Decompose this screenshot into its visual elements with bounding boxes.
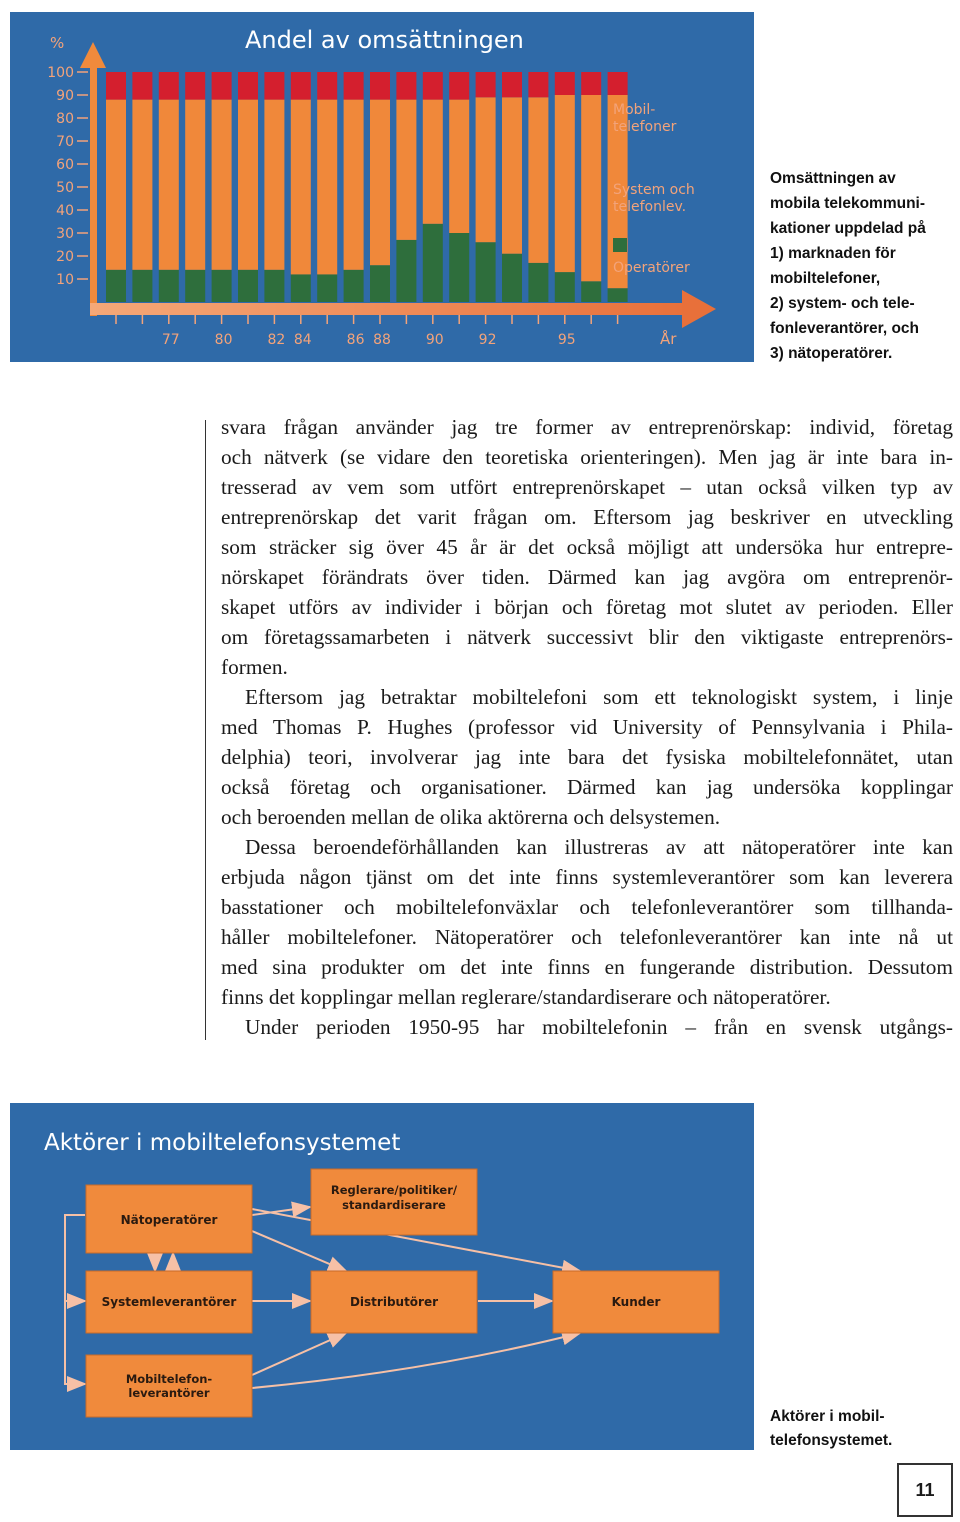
bar-segment-mobile-phones [555,72,575,95]
box-system-suppliers [86,1271,252,1333]
legend-label: telefoner [613,119,677,135]
body-line: svara frågan använder jag tre former av entreprenörskap: individ, företag [221,415,953,439]
legend-swatch [613,238,627,252]
bar-segment-systems [159,100,179,270]
bar-segment-mobile-phones [185,72,205,100]
bar-segment-systems [238,100,258,270]
chart-caption-line: mobiltelefoner, [770,270,881,287]
bar-segment-systems [291,100,311,275]
box-phone-suppliers-label-1: Mobiltelefon- [125,1372,213,1386]
box-customers-label: Kunder [611,1295,661,1309]
body-line: tresserad av vem som utfört entreprenörskapet – utan också vilken typ av [221,475,953,499]
y-axis-arrowhead [80,42,106,68]
bar-segment-operators [581,281,601,302]
diagram-caption-line: telefonsystemet. [770,1432,893,1449]
bar-segment-mobile-phones [238,72,258,100]
box-system-suppliers-label: Systemleverantörer [101,1295,237,1309]
box-distributors [311,1271,477,1333]
bar-segment-systems [581,95,601,281]
box-regulators-label-1: Reglerare/politiker/ [330,1183,458,1197]
chart-caption [770,166,955,366]
y-axis-label: % [50,34,65,52]
body-line: och beroenden mellan de olika aktörerna och delsystemen. [221,805,721,829]
y-axis-line [90,64,97,316]
bar-segment-systems [476,97,496,242]
bar-segment-systems [344,100,364,270]
bar-segment-operators [396,240,416,302]
turnover-chart-panel [10,12,754,362]
body-line: med Thomas P. Hughes (professor vid University of Pennsylvania i Phila- [221,715,953,739]
bar-segment-operators [159,270,179,302]
bar-segment-mobile-phones [502,72,522,97]
actors-diagram [10,1103,754,1450]
legend-swatch [613,80,627,94]
body-line: finns det kopplingar mellan reglerare/standardiserare och nätoperatörer. [221,985,831,1009]
bar-segment-operators [344,270,364,302]
bar-segment-mobile-phones [264,72,284,100]
x-tick-label: 88 [373,332,391,348]
bar-segment-operators [238,270,258,302]
legend-label: System och [613,182,695,198]
y-tick-label: 80 [56,111,74,127]
box-phone-suppliers-label-2: leverantörer [128,1386,210,1400]
box-regulators-label-2: standardiserare [342,1198,446,1212]
y-tick-label: 20 [56,249,74,265]
bar-segment-systems [370,100,390,266]
bar-segment-mobile-phones [291,72,311,100]
bar-segment-mobile-phones [317,72,337,100]
bar-segment-systems [396,100,416,240]
body-line: basstationer och mobiltelefonväxlar och telefonleverantörer som tillhanda- [221,895,953,919]
x-tick-label: 95 [557,332,576,348]
bar-segment-mobile-phones [476,72,496,97]
y-tick-label: 70 [56,134,74,150]
chart-caption-line: Omsättningen av [770,170,896,187]
y-tick-label: 10 [56,272,74,288]
diagram-caption [770,1405,955,1453]
y-tick-label: 60 [56,157,74,173]
bar-segment-operators [370,265,390,302]
box-phone-suppliers [86,1355,252,1417]
y-tick-label: 40 [56,203,74,219]
x-axis-label: År [660,330,677,348]
legend-label: Mobil- [613,102,656,118]
connector-operators-distributors [252,1231,346,1271]
bar-segment-operators [317,274,337,302]
connector-operators-left [65,1215,85,1384]
bar-segment-operators [528,263,548,302]
bar-segment-systems [528,97,548,263]
box-customers [553,1271,719,1333]
body-line: Dessa beroendeförhållanden kan illustreras av att nätoperatörer inte kan [245,835,953,859]
y-tick-label: 90 [56,88,74,104]
chart-caption-line: 2) system- och tele- [770,295,915,312]
legend-label: telefonlev. [613,199,687,215]
bar-segment-mobile-phones [396,72,416,100]
chart-caption-line: kationer uppdelad på [770,220,926,237]
bar-segment-systems [423,100,443,224]
bar-segment-systems [185,100,205,270]
body-line: Under perioden 1950-95 har mobiltelefonin – från en svensk utgångs- [245,1015,953,1039]
page-number: 11 [897,1463,953,1517]
chart-caption-line: 3) nätoperatörer. [770,345,893,362]
chart-caption-line: mobila telekommuni- [770,195,926,212]
body-line: som sträcker sig över 45 år är det också möjligt att undersöka hur entrepre- [221,535,953,559]
bar-segment-mobile-phones [423,72,443,100]
bar-segment-operators [291,274,311,302]
body-line: håller mobiltelefoner. Nätoperatörer och telefonleverantörer kan inte nå ut [221,925,953,949]
body-line: om företagssamarbeten i nätverk successivt blir den viktigaste entreprenörs- [221,625,953,649]
x-tick-label: 77 [161,332,180,348]
diagram-caption-line: Aktörer i mobil- [770,1408,885,1425]
bar-segment-operators [502,254,522,302]
bar-segment-operators [185,270,205,302]
box-operators-label: Nätoperatörer [120,1213,218,1227]
connector-phones-distributors [252,1333,346,1375]
body-line: också företag och organisationer. Därmed kan jag undersöka kopplingar [221,775,953,799]
body-line: entreprenörskap det varit frågan om. Eftersom jag beskriver en utveckling [221,505,953,529]
x-axis-arrowhead [682,290,716,328]
bar-segment-mobile-phones [106,72,126,100]
body-line: Eftersom jag betraktar mobiltelefoni som ett teknologiskt system, i linje [245,685,953,709]
bar-segment-systems [212,100,232,270]
bar-segment-systems [449,100,469,233]
box-operators [86,1185,252,1253]
y-tick-label: 50 [56,180,74,196]
x-tick-label: 92 [478,332,497,348]
bar-segment-mobile-phones [132,72,152,100]
margin-rule [205,420,206,1040]
box-regulators [311,1169,477,1235]
body-line: formen. [221,655,288,679]
legend-label: Operatörer [613,260,690,276]
bar-segment-operators [476,242,496,302]
bar-segment-mobile-phones [159,72,179,100]
bar-segment-mobile-phones [370,72,390,100]
chart-title: Andel av omsättningen [245,26,524,54]
actors-diagram-panel [10,1103,754,1450]
x-tick-label: 86 [346,332,365,348]
bar-segment-mobile-phones [344,72,364,100]
chart-caption-line: fonleverantörer, och [770,320,920,337]
bar-segment-systems [132,100,152,270]
bar-segment-operators [555,272,575,302]
y-tick-label: 100 [47,65,74,81]
body-line: skapet utförs av individer i början och företag mot slutet av perioden. Eller [221,595,953,619]
chart-caption-line: 1) marknaden för [770,245,896,262]
bar-segment-operators [106,270,126,302]
bar-segment-systems [264,100,284,270]
bar-segment-systems [317,100,337,275]
bar-segment-operators [212,270,232,302]
x-axis-line [90,303,690,315]
body-line: erbjuda någon tjänst om det inte finns systemleverantörer som kan leverera [221,865,953,889]
bar-segment-mobile-phones [581,72,601,95]
diagram-title: Aktörer i mobiltelefonsystemet [44,1130,401,1156]
connector-phones-customers [252,1333,580,1388]
body-line: och nätverk (se vidare den teoretiska orienteringen). Men jag är inte bara in- [221,445,953,469]
bar-segment-systems [555,95,575,272]
bar-segment-mobile-phones [212,72,232,100]
bar-segment-mobile-phones [449,72,469,100]
bar-segment-operators [423,224,443,302]
bar-segment-operators [264,270,284,302]
x-tick-label: 82 [267,332,286,348]
body-line: med sina produkter om det inte finns en fungerande distribution. Dessutom [221,955,953,979]
x-tick-label: 90 [425,332,444,348]
bar-segment-operators [449,233,469,302]
y-tick-label: 30 [56,226,74,242]
bar-segment-mobile-phones [528,72,548,97]
body-line: nörskapet förändrats över tiden. Därmed kan jag avgöra om entreprenör- [221,565,953,589]
bar-segment-operators [132,270,152,302]
bar-segment-operators [608,288,628,302]
x-tick-label: 80 [214,332,233,348]
bar-segment-systems [502,97,522,253]
turnover-chart [10,12,754,362]
body-text [221,412,953,1042]
bar-segment-systems [106,100,126,270]
box-distributors-label: Distributörer [349,1295,439,1309]
body-line: delphia) teori, involverar jag inte bara det fysiska mobiltelefonnätet, utan [221,745,953,769]
legend-swatch [613,160,627,174]
x-tick-label: 84 [293,332,312,348]
